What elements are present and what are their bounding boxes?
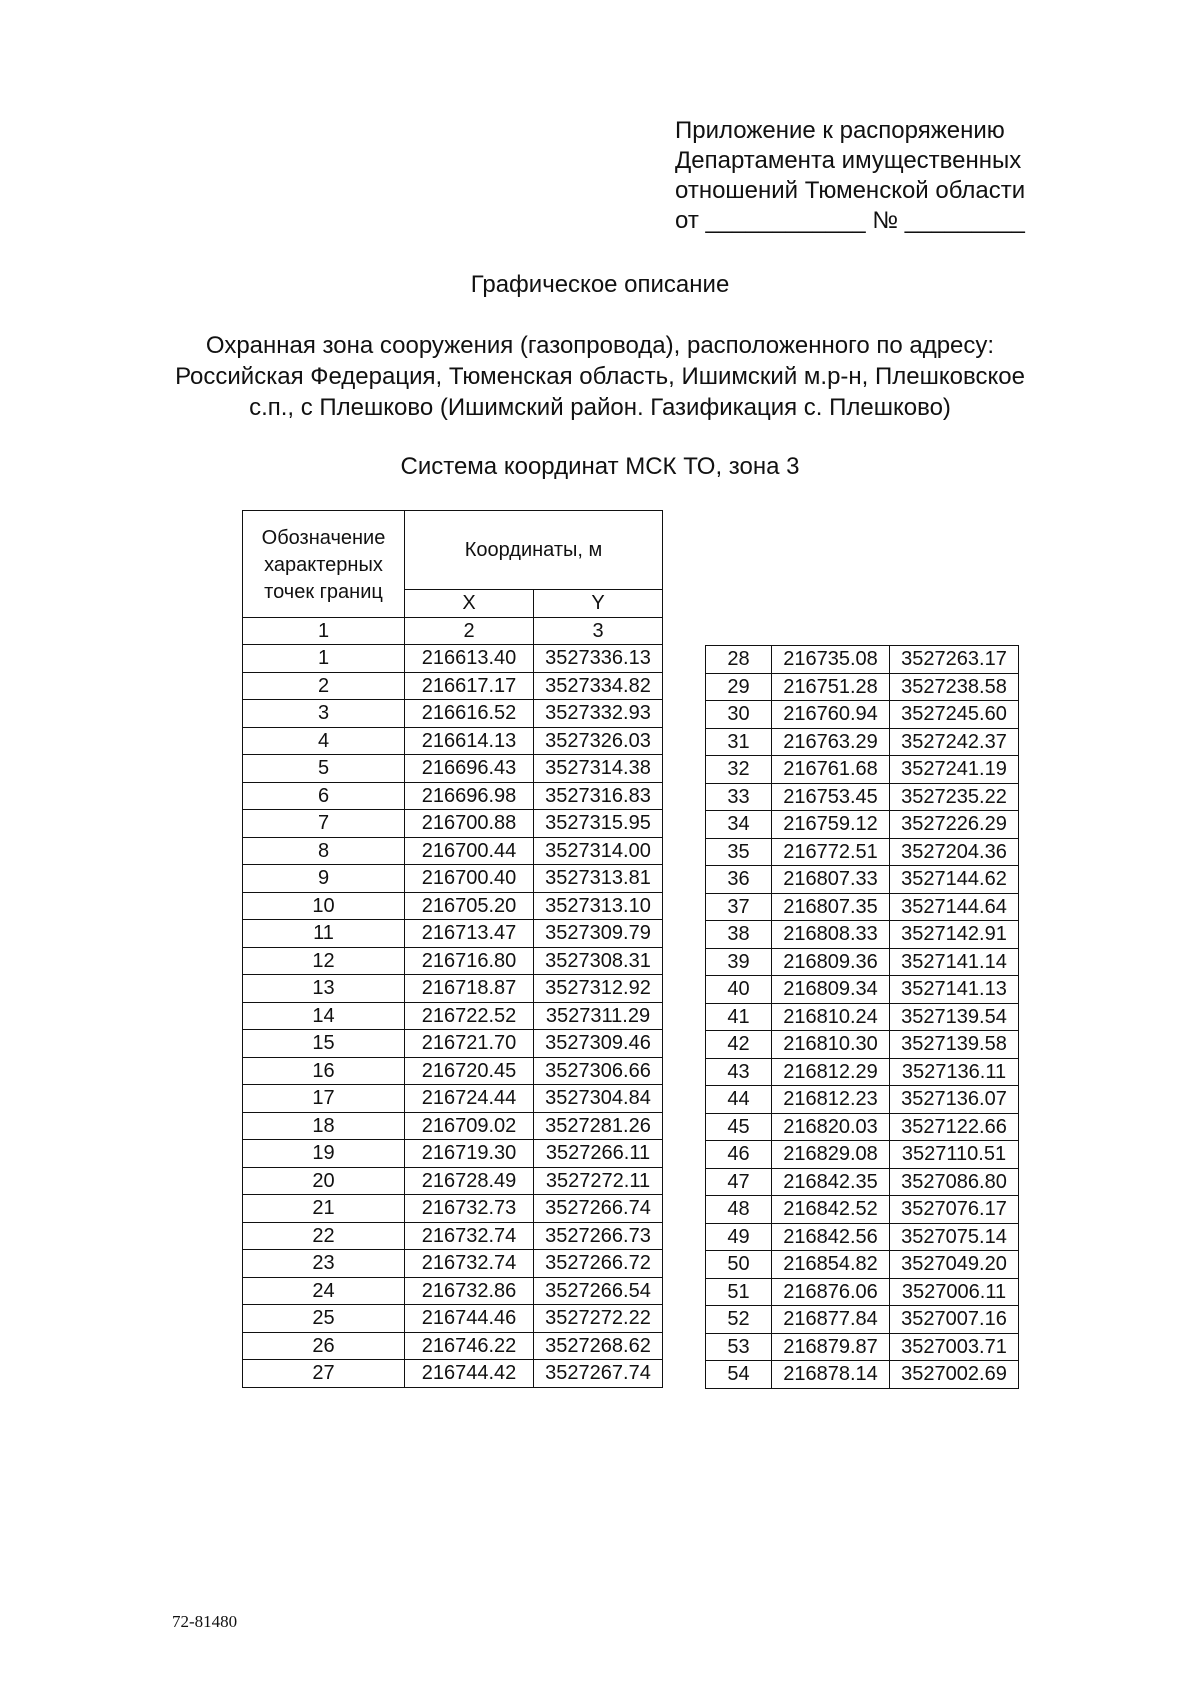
point-number-cell: 4 [243, 727, 405, 755]
x-coordinate-cell: 216842.52 [772, 1196, 890, 1224]
table-row [243, 810, 663, 838]
x-coordinate-cell: 216810.30 [772, 1031, 890, 1059]
point-number-cell: 5 [243, 755, 405, 783]
x-coordinate-cell: 216732.86 [405, 1277, 534, 1305]
point-number-cell: 10 [243, 892, 405, 920]
x-coordinate-cell: 216876.06 [772, 1278, 890, 1306]
zone-description-line: с.п., с Плешково (Ишимский район. Газификация с. Плешково) [249, 394, 951, 421]
table-row [706, 756, 1019, 784]
y-coordinate-cell: 3527263.17 [890, 646, 1019, 674]
table-row [706, 1058, 1019, 1086]
y-coordinate-cell: 3527141.14 [890, 948, 1019, 976]
point-number-cell: 32 [706, 756, 772, 784]
table-row [243, 1030, 663, 1058]
y-coordinate-cell: 3527304.84 [534, 1085, 663, 1113]
table-row [706, 1031, 1019, 1059]
y-coordinate-cell: 3527136.11 [890, 1058, 1019, 1086]
x-coordinate-cell: 216761.68 [772, 756, 890, 784]
y-coordinate-cell: 3527334.82 [534, 672, 663, 700]
y-coordinate-cell: 3527245.60 [890, 701, 1019, 729]
x-coordinate-cell: 216721.70 [405, 1030, 534, 1058]
x-coordinate-cell: 216732.74 [405, 1222, 534, 1250]
column-number: 2 [405, 617, 534, 645]
point-number-cell: 48 [706, 1196, 772, 1224]
x-coordinate-cell: 216842.35 [772, 1168, 890, 1196]
point-number-cell: 39 [706, 948, 772, 976]
x-coordinate-cell: 216744.46 [405, 1305, 534, 1333]
point-number-cell: 31 [706, 728, 772, 756]
point-number-cell: 22 [243, 1222, 405, 1250]
appendix-line: Департамента имущественных [675, 147, 1022, 174]
y-coordinate-cell: 3527136.07 [890, 1086, 1019, 1114]
y-coordinate-cell: 3527122.66 [890, 1113, 1019, 1141]
y-coordinate-cell: 3527309.46 [534, 1030, 663, 1058]
point-number-cell: 1 [243, 645, 405, 673]
point-number-cell: 28 [706, 646, 772, 674]
point-number-cell: 42 [706, 1031, 772, 1059]
point-number-cell: 41 [706, 1003, 772, 1031]
table-row [243, 920, 663, 948]
y-coordinate-cell: 3527076.17 [890, 1196, 1019, 1224]
coordinates-table-right [705, 645, 1019, 1389]
point-number-cell: 7 [243, 810, 405, 838]
column-number: 1 [243, 617, 405, 645]
table-row [243, 700, 663, 728]
x-coordinate-cell: 216878.14 [772, 1361, 890, 1389]
x-coordinate-cell: 216807.33 [772, 866, 890, 894]
x-coordinate-cell: 216617.17 [405, 672, 534, 700]
table-row [243, 727, 663, 755]
y-coordinate-cell: 3527144.62 [890, 866, 1019, 894]
table-row [706, 1361, 1019, 1389]
y-coordinate-cell: 3527086.80 [890, 1168, 1019, 1196]
point-number-cell: 34 [706, 811, 772, 839]
x-coordinate-cell: 216854.82 [772, 1251, 890, 1279]
y-coordinate-cell: 3527266.72 [534, 1250, 663, 1278]
table-row [243, 1305, 663, 1333]
y-coordinate-cell: 3527006.11 [890, 1278, 1019, 1306]
table-row [706, 1223, 1019, 1251]
table-row [243, 1057, 663, 1085]
point-number-cell: 2 [243, 672, 405, 700]
table-row [243, 1085, 663, 1113]
x-coordinate-cell: 216746.22 [405, 1332, 534, 1360]
table-row [706, 1003, 1019, 1031]
point-number-cell: 40 [706, 976, 772, 1004]
point-number-cell: 23 [243, 1250, 405, 1278]
y-coordinate-cell: 3527139.58 [890, 1031, 1019, 1059]
point-number-cell: 3 [243, 700, 405, 728]
x-coordinate-cell: 216713.47 [405, 920, 534, 948]
point-number-cell: 49 [706, 1223, 772, 1251]
y-coordinate-cell: 3527326.03 [534, 727, 663, 755]
appendix-line: отношений Тюменской области [675, 177, 1026, 204]
point-number-cell: 43 [706, 1058, 772, 1086]
table-row [706, 976, 1019, 1004]
x-coordinate-cell: 216728.49 [405, 1167, 534, 1195]
point-number-cell: 16 [243, 1057, 405, 1085]
x-coordinate-cell: 216753.45 [772, 783, 890, 811]
point-number-cell: 35 [706, 838, 772, 866]
table-row [706, 701, 1019, 729]
point-number-cell: 18 [243, 1112, 405, 1140]
y-coordinate-cell: 3527306.66 [534, 1057, 663, 1085]
point-number-cell: 36 [706, 866, 772, 894]
table-row [243, 755, 663, 783]
y-coordinate-cell: 3527312.92 [534, 975, 663, 1003]
point-number-cell: 8 [243, 837, 405, 865]
y-coordinate-cell: 3527003.71 [890, 1333, 1019, 1361]
x-coordinate-cell: 216763.29 [772, 728, 890, 756]
point-number-cell: 26 [243, 1332, 405, 1360]
table-row [243, 947, 663, 975]
table-row [243, 892, 663, 920]
point-number-cell: 46 [706, 1141, 772, 1169]
point-number-cell: 52 [706, 1306, 772, 1334]
table-row [706, 673, 1019, 701]
x-coordinate-cell: 216829.08 [772, 1141, 890, 1169]
table-row [243, 645, 663, 673]
point-number-cell: 11 [243, 920, 405, 948]
x-coordinate-cell: 216879.87 [772, 1333, 890, 1361]
table-row [243, 837, 663, 865]
x-coordinate-cell: 216722.52 [405, 1002, 534, 1030]
x-coordinate-cell: 216720.45 [405, 1057, 534, 1085]
table-row [243, 1277, 663, 1305]
table-row [706, 948, 1019, 976]
y-coordinate-cell: 3527315.95 [534, 810, 663, 838]
y-coordinate-cell: 3527308.31 [534, 947, 663, 975]
table-row [706, 1141, 1019, 1169]
y-coordinate-cell: 3527316.83 [534, 782, 663, 810]
x-coordinate-cell: 216732.74 [405, 1250, 534, 1278]
table-row [706, 1333, 1019, 1361]
point-number-cell: 51 [706, 1278, 772, 1306]
y-coordinate-cell: 3527311.29 [534, 1002, 663, 1030]
x-coordinate-cell: 216616.52 [405, 700, 534, 728]
y-coordinate-cell: 3527267.74 [534, 1360, 663, 1388]
y-coordinate-cell: 3527242.37 [890, 728, 1019, 756]
y-coordinate-cell: 3527266.74 [534, 1195, 663, 1223]
x-coordinate-cell: 216751.28 [772, 673, 890, 701]
x-coordinate-cell: 216613.40 [405, 645, 534, 673]
x-coordinate-cell: 216614.13 [405, 727, 534, 755]
point-number-cell: 25 [243, 1305, 405, 1333]
x-coordinate-cell: 216700.88 [405, 810, 534, 838]
table-row [243, 1332, 663, 1360]
point-number-cell: 24 [243, 1277, 405, 1305]
x-coordinate-cell: 216718.87 [405, 975, 534, 1003]
table-row [243, 782, 663, 810]
table-row [706, 921, 1019, 949]
y-coordinate-cell: 3527313.10 [534, 892, 663, 920]
table-row [706, 1251, 1019, 1279]
table-row [706, 1168, 1019, 1196]
y-coordinate-cell: 3527266.54 [534, 1277, 663, 1305]
point-number-cell: 29 [706, 673, 772, 701]
point-number-cell: 44 [706, 1086, 772, 1114]
table-row [706, 783, 1019, 811]
table-row [243, 1140, 663, 1168]
table-row [706, 728, 1019, 756]
x-coordinate-cell: 216744.42 [405, 1360, 534, 1388]
y-coordinate-cell: 3527266.73 [534, 1222, 663, 1250]
x-coordinate-cell: 216809.36 [772, 948, 890, 976]
x-coordinate-cell: 216772.51 [772, 838, 890, 866]
x-coordinate-cell: 216700.40 [405, 865, 534, 893]
y-coordinate-cell: 3527226.29 [890, 811, 1019, 839]
x-coordinate-cell: 216812.29 [772, 1058, 890, 1086]
x-coordinate-cell: 216700.44 [405, 837, 534, 865]
point-number-cell: 54 [706, 1361, 772, 1389]
table-row [706, 1278, 1019, 1306]
header-coordinates: Координаты, м [405, 511, 663, 590]
zone-description-line: Российская Федерация, Тюменская область, Ишимский м.р-н, Плешковское [175, 363, 1025, 390]
coordinate-system: Система координат МСК ТО, зона 3 [400, 453, 800, 480]
appendix-header [675, 116, 1025, 236]
point-number-cell: 45 [706, 1113, 772, 1141]
x-coordinate-cell: 216812.23 [772, 1086, 890, 1114]
y-coordinate-cell: 3527336.13 [534, 645, 663, 673]
table-row [706, 893, 1019, 921]
point-number-cell: 20 [243, 1167, 405, 1195]
table-row [706, 811, 1019, 839]
y-coordinate-cell: 3527266.11 [534, 1140, 663, 1168]
x-coordinate-cell: 216820.03 [772, 1113, 890, 1141]
x-coordinate-cell: 216709.02 [405, 1112, 534, 1140]
table-row [243, 1250, 663, 1278]
x-coordinate-cell: 216735.08 [772, 646, 890, 674]
table-row [243, 1195, 663, 1223]
point-number-cell: 17 [243, 1085, 405, 1113]
zone-description-line: Охранная зона сооружения (газопровода), расположенного по адресу: [205, 332, 995, 359]
x-coordinate-cell: 216732.73 [405, 1195, 534, 1223]
y-coordinate-cell: 3527002.69 [890, 1361, 1019, 1389]
point-number-cell: 30 [706, 701, 772, 729]
y-coordinate-cell: 3527141.13 [890, 976, 1019, 1004]
point-number-cell: 12 [243, 947, 405, 975]
y-coordinate-cell: 3527139.54 [890, 1003, 1019, 1031]
point-number-cell: 13 [243, 975, 405, 1003]
y-coordinate-cell: 3527314.00 [534, 837, 663, 865]
y-coordinate-cell: 3527144.64 [890, 893, 1019, 921]
y-coordinate-cell: 3527313.81 [534, 865, 663, 893]
header-y: Y [534, 590, 663, 618]
x-coordinate-cell: 216810.24 [772, 1003, 890, 1031]
x-coordinate-cell: 216842.56 [772, 1223, 890, 1251]
table-row [243, 1167, 663, 1195]
y-coordinate-cell: 3527238.58 [890, 673, 1019, 701]
table-row [706, 1086, 1019, 1114]
y-coordinate-cell: 3527110.51 [890, 1141, 1019, 1169]
table-row [706, 838, 1019, 866]
y-coordinate-cell: 3527281.26 [534, 1112, 663, 1140]
y-coordinate-cell: 3527049.20 [890, 1251, 1019, 1279]
table-row [243, 1222, 663, 1250]
point-number-cell: 21 [243, 1195, 405, 1223]
table-row [243, 1002, 663, 1030]
header-point-designation: Обозначение характерных точек границ [243, 511, 405, 618]
x-coordinate-cell: 216696.98 [405, 782, 534, 810]
point-number-cell: 14 [243, 1002, 405, 1030]
table-row [243, 1112, 663, 1140]
table-row [243, 975, 663, 1003]
x-coordinate-cell: 216724.44 [405, 1085, 534, 1113]
column-number: 3 [534, 617, 663, 645]
point-number-cell: 19 [243, 1140, 405, 1168]
y-coordinate-cell: 3527204.36 [890, 838, 1019, 866]
y-coordinate-cell: 3527075.14 [890, 1223, 1019, 1251]
point-number-cell: 50 [706, 1251, 772, 1279]
point-number-cell: 37 [706, 893, 772, 921]
y-coordinate-cell: 3527241.19 [890, 756, 1019, 784]
y-coordinate-cell: 3527314.38 [534, 755, 663, 783]
x-coordinate-cell: 216719.30 [405, 1140, 534, 1168]
coordinates-table-left [242, 510, 663, 1388]
table-row [243, 672, 663, 700]
point-number-cell: 33 [706, 783, 772, 811]
document-code: 72-81480 [172, 1612, 238, 1631]
point-number-cell: 15 [243, 1030, 405, 1058]
zone-description [0, 330, 1200, 423]
x-coordinate-cell: 216808.33 [772, 921, 890, 949]
y-coordinate-cell: 3527332.93 [534, 700, 663, 728]
table-row [243, 1360, 663, 1388]
y-coordinate-cell: 3527142.91 [890, 921, 1019, 949]
y-coordinate-cell: 3527272.22 [534, 1305, 663, 1333]
point-number-cell: 6 [243, 782, 405, 810]
point-number-cell: 27 [243, 1360, 405, 1388]
x-coordinate-cell: 216809.34 [772, 976, 890, 1004]
y-coordinate-cell: 3527007.16 [890, 1306, 1019, 1334]
point-number-cell: 9 [243, 865, 405, 893]
y-coordinate-cell: 3527272.11 [534, 1167, 663, 1195]
x-coordinate-cell: 216705.20 [405, 892, 534, 920]
point-number-cell: 38 [706, 921, 772, 949]
header-x: X [405, 590, 534, 618]
x-coordinate-cell: 216760.94 [772, 701, 890, 729]
x-coordinate-cell: 216877.84 [772, 1306, 890, 1334]
x-coordinate-cell: 216696.43 [405, 755, 534, 783]
table-row [706, 1196, 1019, 1224]
table-row [706, 1113, 1019, 1141]
appendix-date-number-line: от ____________ № _________ [675, 207, 1025, 234]
y-coordinate-cell: 3527309.79 [534, 920, 663, 948]
y-coordinate-cell: 3527235.22 [890, 783, 1019, 811]
x-coordinate-cell: 216716.80 [405, 947, 534, 975]
point-number-cell: 53 [706, 1333, 772, 1361]
table-row [706, 646, 1019, 674]
table-row [706, 866, 1019, 894]
y-coordinate-cell: 3527268.62 [534, 1332, 663, 1360]
x-coordinate-cell: 216759.12 [772, 811, 890, 839]
table-row [243, 865, 663, 893]
point-number-cell: 47 [706, 1168, 772, 1196]
appendix-line: Приложение к распоряжению [675, 117, 1005, 144]
document-title: Графическое описание [470, 271, 730, 298]
x-coordinate-cell: 216807.35 [772, 893, 890, 921]
table-row [706, 1306, 1019, 1334]
